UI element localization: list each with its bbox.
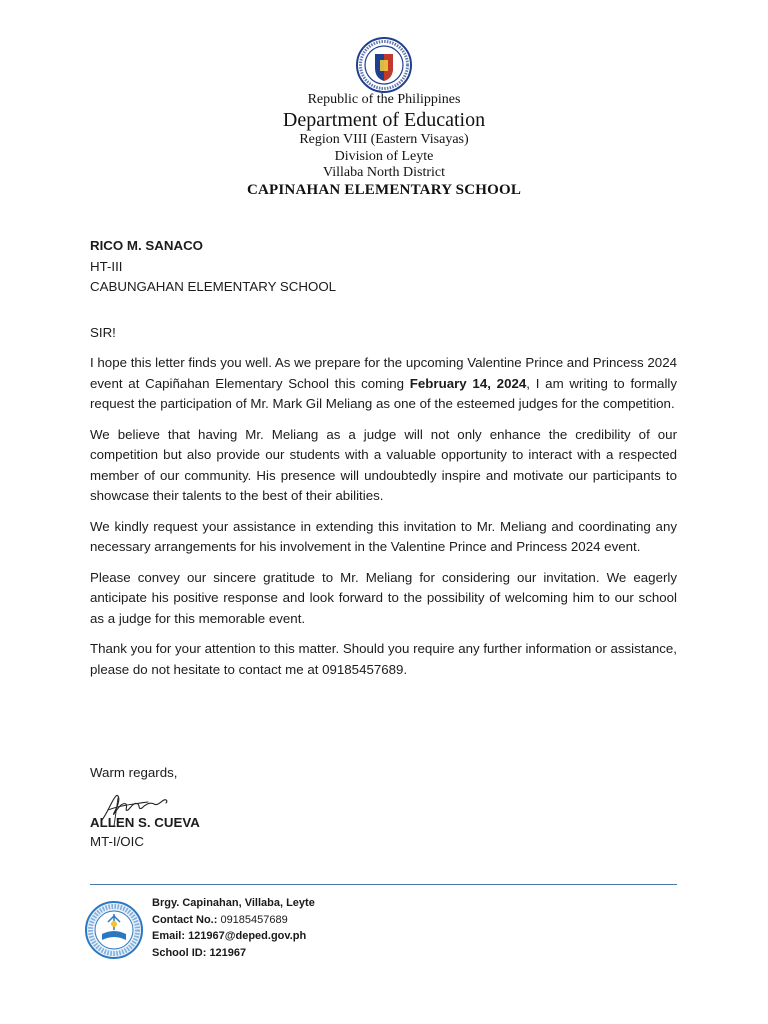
paragraph-4: Please convey our sincere gratitude to Mr. Meliang for considering our invitation. We eagerly anticipate his positive response and look forward to the possibility of welcoming him to our school as a judge for this memorable event. — [90, 569, 677, 626]
recipient-school: CABUNGAHAN ELEMENTARY SCHOOL — [90, 279, 337, 294]
header-district: Villaba North District — [322, 165, 446, 180]
recipient-block — [90, 236, 336, 298]
paragraph-3: We kindly request your assistance in extending this invitation to Mr. Meliang and coordinating any necessary arrangements for his involvement in the Valentine Prince and Princess 2024 event. — [90, 518, 677, 554]
footer-divider — [90, 884, 677, 885]
paragraph-1 — [90, 353, 677, 415]
letter-body — [90, 353, 677, 690]
footer-contact-line — [152, 912, 315, 929]
salutation: SIR! — [90, 325, 116, 340]
recipient-title: HT-III — [90, 258, 123, 274]
header-department: Department of Education — [282, 109, 486, 131]
contact-label: Contact No.: — [152, 913, 218, 926]
header-division: Division of Leyte — [334, 149, 434, 164]
paragraph-5: Thank you for your attention to this matter. Should you require any further information or assistance, please do not hesitate to contact me at 09185457689. — [90, 641, 677, 677]
footer-address: Brgy. Capinahan, Villaba, Leyte — [152, 897, 315, 909]
footer-email: Email: 121967@deped.gov.ph — [152, 930, 307, 942]
contact-number: 09185457689 — [217, 913, 288, 926]
footer-school-id: School ID: 121967 — [152, 946, 247, 959]
header-school-name: CAPINAHAN ELEMENTARY SCHOOL — [246, 182, 522, 198]
event-date: February 14, 2024 — [409, 375, 527, 391]
school-logo-icon — [84, 900, 144, 960]
signer-position: MT-I/OIC — [90, 834, 144, 849]
header-region: Region VIII (Eastern Visayas) — [299, 132, 469, 147]
recipient-name: RICO M. SANACO — [90, 238, 204, 253]
paragraph-1-start: I hope this letter finds you well. As we prepare for the upcoming Valentine Prince and Princess 2024 event at Capiñahan Elementary School this coming — [90, 355, 677, 391]
deped-seal-icon — [349, 36, 419, 94]
signer-name: ALLEN S. CUEVA — [90, 815, 200, 830]
footer-contact — [152, 895, 315, 961]
paragraph-2: We believe that having Mr. Meliang as a judge will not only enhance the credibility of our competition but also provide our students with a valuable opportunity to interact with a respected member of our community. His presence will undoubtedly inspire and motivate our participants to showcase their talents to the best of their abilities. — [90, 426, 677, 503]
paragraph-1-end: , I am writing to formally request the participation of Mr. Mark Gil Meliang as one of the esteemed judges for the competition. — [90, 375, 678, 411]
closing-greeting: Warm regards, — [90, 765, 178, 780]
header-republic: Republic of the Philippines — [307, 92, 461, 107]
